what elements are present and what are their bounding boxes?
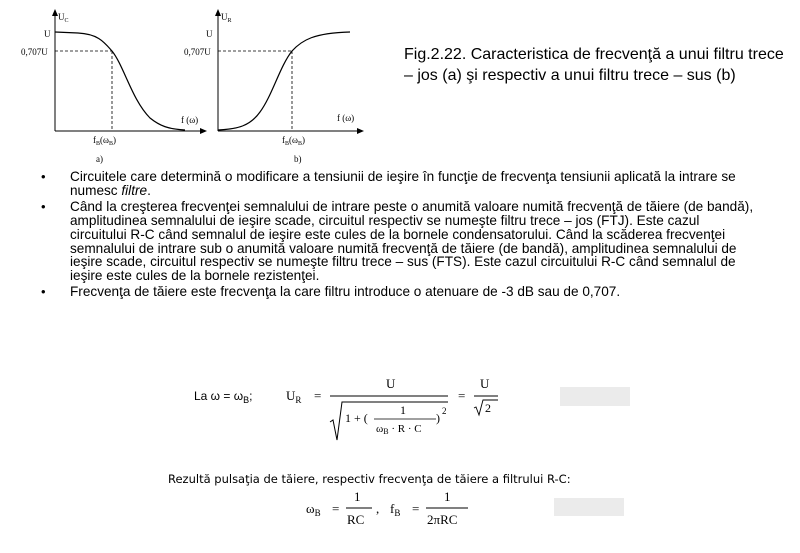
plot-b — [184, 9, 364, 164]
grey-placeholder-box — [554, 498, 624, 516]
plot-a-lowpass-curve — [55, 32, 185, 130]
bullet-item — [38, 285, 758, 299]
bullet-item — [38, 170, 758, 198]
plot-b-level-label: U — [206, 29, 213, 39]
formula1-rhs-den: 2 — [485, 401, 491, 415]
bullet-item — [38, 200, 758, 283]
plot-b-x-arrow — [357, 128, 364, 134]
bullet-text: Când la creşterea frecvenţei semnalului de intrare peste o anumită valoare numită frecvenţă de tăiere (de bandă), amplitudinea semnalului de ieşire scade, circuitul respectiv se numeşte filtru trece – jos (FTJ). Este cazul circuitului R-C când semnalul de ieşire este cules de la bornele condensatorului. Când la scăderea frecvenţei semnalului de intrare sub o anumită valoare numită frecvenţă de tăiere (de bandă), amplitudinea semnalului de ieşire scade, circuitul respectiv se numeşte filtru trece – sus (FTS). Este cazul circuitului R-C când semnalul de ieşire este cules de la bornele rezistenţei. — [70, 198, 754, 284]
bullet-text: Circuitele care determină o modificare a tensiunii de ieşire în funcţie de frecvenţa tensiunii aplicată la intrare se numesc — [70, 169, 736, 198]
bullet-dot-icon: • — [41, 198, 46, 214]
plot-a-y-label: $U_C$ — [58, 12, 69, 24]
formula1-prefix: La $\omega = \omega_B$; — [194, 389, 253, 405]
plot-a-cut-freq-label: $f_B(\omega_B)$ — [93, 135, 116, 147]
formula2-frac1-den: RC — [347, 512, 365, 527]
formula1-numerator: U — [386, 376, 396, 391]
formula2-frac2-num: 1 — [444, 489, 451, 504]
formula2-frac1-num: 1 — [354, 489, 361, 504]
plot-b-cutoff-label: 0,707U — [184, 47, 211, 57]
formula2-eq: = — [332, 501, 340, 516]
formula1-lhs: $U_R$ — [286, 388, 302, 405]
bullet-text-end: . — [147, 182, 151, 198]
formula1-den-one: 1 + ( — [345, 411, 368, 425]
plot-a-x-label: f (ω) — [181, 115, 199, 125]
plot-b-x-label: f (ω) — [337, 113, 355, 123]
bullet-dot-icon: • — [41, 284, 46, 300]
formula-cutoff-ratio — [190, 370, 520, 450]
plot-a-x-arrow — [200, 128, 207, 134]
plot-a-level-label: U — [44, 29, 51, 39]
bullet-dot-icon: • — [41, 169, 46, 184]
formula2-frac2-den: 2πRC — [427, 512, 458, 527]
plot-a-panel-label: a) — [96, 154, 103, 164]
bullet-emphasis: filtre — [121, 182, 148, 198]
plot-b-cut-freq-label: $f_B(\omega_B)$ — [282, 135, 305, 147]
formula2-label: Rezultă pulsaţia de tăiere, respectiv frecvenţa de tăiere a filtrului R-C: — [168, 472, 571, 486]
formula2-eq2: = — [412, 501, 420, 516]
formula1-power: 2 — [442, 406, 447, 416]
formula2-comma: , — [376, 501, 380, 516]
formula1-eq2: = — [458, 388, 466, 403]
formula1-rhs-num: U — [480, 376, 490, 391]
plot-a — [21, 9, 207, 164]
plot-b-highpass-curve — [218, 32, 350, 130]
formula2-f: $f_B$ — [390, 501, 401, 518]
grey-placeholder-box — [560, 387, 630, 406]
formula-cutoff-ratio-svg — [190, 370, 520, 450]
formula1-eq1: = — [314, 388, 322, 403]
formula1-inner-den: ωB · R · C — [376, 423, 422, 436]
formula1-close: ) — [436, 411, 440, 425]
formula1-inner-num: 1 — [400, 403, 406, 417]
figure-plots — [0, 0, 380, 170]
plot-b-y-label: $U_R$ — [221, 12, 232, 24]
formula2-omega: $\omega_B$ — [306, 501, 321, 518]
formula-cutoff-frequency — [300, 486, 500, 532]
formula-cutoff-frequency-svg — [300, 486, 500, 532]
figure-caption: Fig.2.22. Caracteristica de frecvenţă a unui filtru trece – jos (a) şi respectiv a unui filtru trece – sus (b) — [404, 46, 784, 84]
plot-b-panel-label: b) — [294, 154, 302, 164]
bullet-text: Frecvenţa de tăiere este frecvenţa la care filtru introduce o atenuare de -3 dB sau de 0,707. — [70, 284, 621, 300]
plot-a-cutoff-label: 0,707U — [21, 47, 48, 57]
bullet-list — [38, 170, 758, 301]
frequency-response-svg — [0, 0, 380, 170]
